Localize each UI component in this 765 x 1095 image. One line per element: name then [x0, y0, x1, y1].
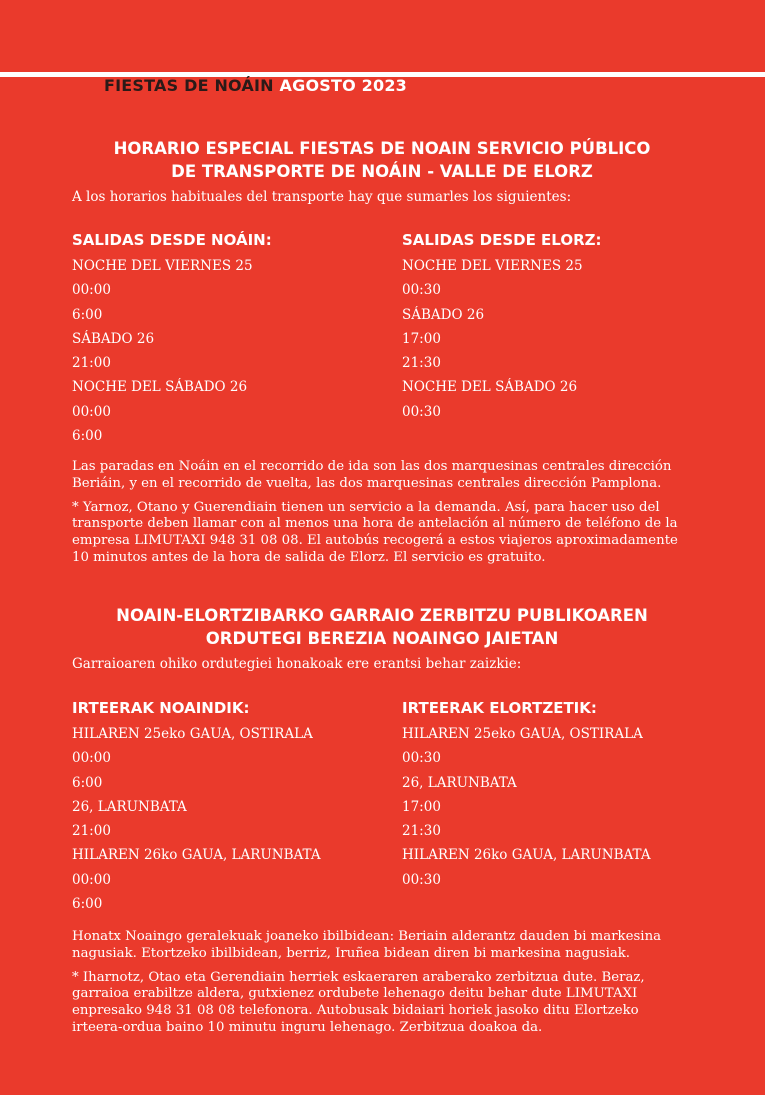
- schedule-line: NOCHE DEL SÁBADO 26: [402, 379, 578, 396]
- schedule-line: HILAREN 26ko GAUA, LARUNBATA: [402, 847, 651, 864]
- eu-intro: Garraioaren ohiko ordutegiei honakoak ere erantsi behar zaizkie:: [72, 656, 522, 672]
- es-departures-noain-heading: SALIDAS DESDE NOÁIN:: [72, 231, 272, 249]
- header-title: FIESTAS DE NOÁIN: [104, 76, 274, 95]
- schedule-line: 17:00: [402, 798, 441, 815]
- es-notes: [72, 459, 692, 574]
- schedule-line: 21:30: [402, 355, 441, 372]
- es-demand-paragraph: * Yarnoz, Otano y Guerendiain tienen un servicio a la demanda. Así, para hacer uso del transporte deben llamar con al menos una hora de antelación al número de teléfono de la empresa LIMUTAXI 948 31 08 08. El autobús recogerá a estos viajeros aproximadamente 10 minutos antes de la hora de salida de Elorz. El servicio es gratuito.: [72, 499, 678, 565]
- eu-title: [72, 604, 692, 650]
- es-intro: A los horarios habituales del transporte hay que sumarles los siguientes:: [72, 189, 572, 205]
- es-departures-noain: [72, 229, 392, 448]
- schedule-line: 00:00: [72, 750, 111, 767]
- es-departures-elorz: [402, 229, 722, 424]
- header-date: AGOSTO 2023: [279, 76, 408, 95]
- eu-stops-paragraph: Honatx Noaingo geralekuak joaneko ibilbidean: Beriain alderantz dauden bi markesina nagusiak. Etortzeko ibilbidean, berriz, Iruñea bidean diren bi markesina nagusiak.: [72, 929, 662, 961]
- eu-departures-noain: [72, 697, 392, 916]
- es-title-line2: DE TRANSPORTE DE NOÁIN - VALLE DE ELORZ: [171, 162, 593, 181]
- schedule-line: 00:30: [402, 750, 441, 767]
- schedule-line: 21:00: [72, 823, 111, 840]
- schedule-line: 00:30: [402, 871, 441, 888]
- schedule-line: HILAREN 26ko GAUA, LARUNBATA: [72, 847, 321, 864]
- schedule-line: 00:30: [402, 282, 441, 299]
- eu-notes: [72, 929, 692, 1044]
- schedule-line: 00:00: [72, 282, 111, 299]
- schedule-line: NOCHE DEL VIERNES 25: [402, 258, 583, 274]
- schedule-line: 17:00: [402, 330, 441, 347]
- eu-demand-paragraph: * Iharnotz, Otao eta Gerendiain herriek eskaeraren araberako zerbitzua dute. Beraz, garraioa erabiltze aldera, gutxienez ordubete lehenago deitu behar dute LIMUTAXI enpresako 948 31 08 08 telefonora. Autobusak bidaiari horiek jasoko ditu Elortzeko irteera-ordua baino 10 minutu inguru lehenago. Zerbitzua doakoa da.: [72, 969, 645, 1035]
- eu-title-line2: ORDUTEGI BEREZIA NOAINGO JAIETAN: [205, 629, 559, 648]
- schedule-line: SÁBADO 26: [402, 306, 485, 323]
- schedule-line: 00:00: [72, 403, 111, 420]
- schedule-line: 6:00: [72, 428, 103, 445]
- schedule-line: 6:00: [72, 896, 103, 913]
- schedule-line: HILAREN 25eko GAUA, OSTIRALA: [72, 726, 313, 742]
- schedule-line: 00:30: [402, 403, 441, 420]
- es-title: [72, 137, 692, 183]
- schedule-line: 21:00: [72, 355, 111, 372]
- schedule-line: 26, LARUNBATA: [402, 774, 517, 791]
- es-departures-elorz-heading: SALIDAS DESDE ELORZ:: [402, 231, 602, 249]
- schedule-line: NOCHE DEL VIERNES 25: [72, 258, 253, 274]
- es-title-line1: HORARIO ESPECIAL FIESTAS DE NOAIN SERVICIO PÚBLICO: [113, 139, 651, 158]
- eu-departures-elorz: [402, 697, 722, 892]
- schedule-line: 6:00: [72, 306, 103, 323]
- schedule-line: 21:30: [402, 823, 441, 840]
- eu-departures-elorz-heading: IRTEERAK ELORTZETIK:: [402, 699, 597, 717]
- schedule-line: SÁBADO 26: [72, 330, 155, 347]
- schedule-line: 6:00: [72, 774, 103, 791]
- schedule-line: 26, LARUNBATA: [72, 798, 187, 815]
- eu-departures-noain-heading: IRTEERAK NOAINDIK:: [72, 699, 250, 717]
- schedule-line: HILAREN 25eko GAUA, OSTIRALA: [402, 726, 643, 742]
- eu-title-line1: NOAIN-ELORTZIBARKO GARRAIO ZERBITZU PUBLIKOAREN: [116, 606, 648, 625]
- schedule-line: NOCHE DEL SÁBADO 26: [72, 379, 248, 396]
- schedule-line: 00:00: [72, 871, 111, 888]
- page-header: [104, 76, 407, 95]
- es-stops-paragraph: Las paradas en Noáin en el recorrido de ida son las dos marquesinas centrales dirección Beriáin, y en el recorrido de vuelta, las dos marquesinas centrales dirección Pamplona.: [72, 459, 672, 491]
